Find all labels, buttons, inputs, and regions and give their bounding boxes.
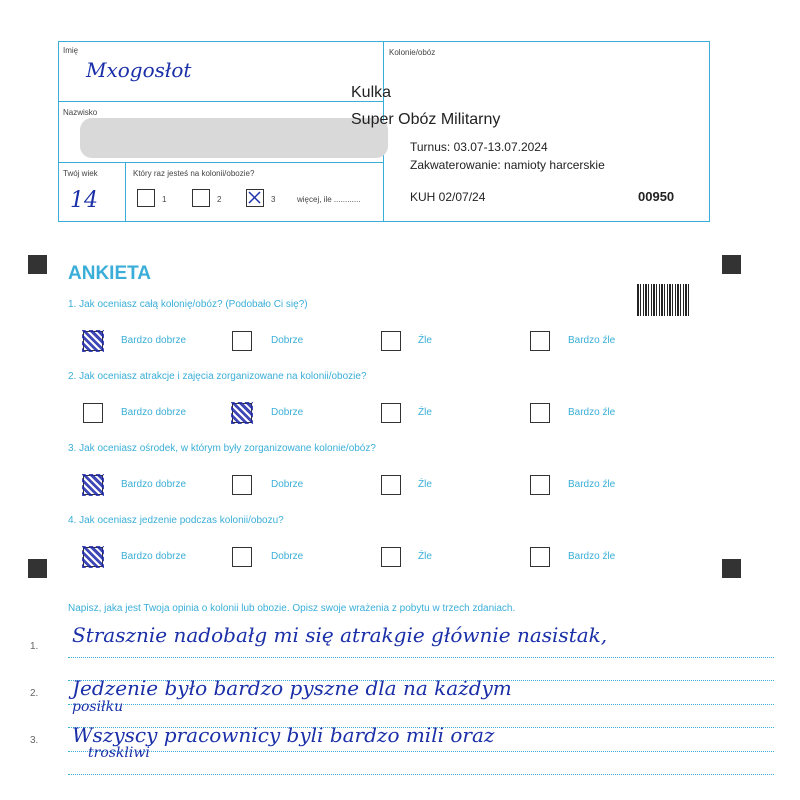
form-code: KUH 02/07/24 <box>410 190 486 204</box>
question-text: 3. Jak oceniasz ośrodek, w którym były zorganizowane kolonie/obóz? <box>68 443 376 454</box>
answer-checkbox[interactable] <box>530 475 550 495</box>
answer-text[interactable]: posiłku <box>72 699 124 715</box>
line-number: 1. <box>30 641 39 652</box>
answer-checkbox[interactable] <box>232 547 252 567</box>
surname-label: Nazwisko <box>63 108 98 117</box>
answer-option-label: Bardzo źle <box>568 407 616 418</box>
answer-option-label: Dobrze <box>271 551 304 562</box>
answer-option-label: Źle <box>418 407 432 418</box>
visit-label: Który raz jesteś na kolonii/obozie? <box>133 169 255 178</box>
line-number: 2. <box>30 688 39 699</box>
answer-option-label: Dobrze <box>271 479 304 490</box>
answer-line <box>68 704 774 705</box>
camp-type: Super Obóz Militarny <box>351 111 501 128</box>
answer-option-label: Bardzo dobrze <box>121 551 187 562</box>
answer-text[interactable]: Wszyscy pracownicy byli bardzo mili oraz <box>72 723 495 747</box>
visit-option-2-label: 2 <box>217 195 222 204</box>
cross-mark-icon <box>247 190 262 205</box>
answer-checkbox[interactable] <box>530 547 550 567</box>
question-text: 2. Jak oceniasz atrakcje i zajęcia zorganizowane na kolonii/obozie? <box>68 371 367 382</box>
visit-option-more-label: więcej, ile ............ <box>297 195 361 204</box>
registration-marker <box>28 255 47 274</box>
answer-checkbox[interactable] <box>232 331 252 351</box>
answer-option-label: Bardzo źle <box>568 479 616 490</box>
answer-checkbox[interactable] <box>232 475 252 495</box>
visit-option-1-label: 1 <box>162 195 167 204</box>
divider <box>59 162 383 163</box>
divider <box>59 101 383 102</box>
answer-option-label: Dobrze <box>271 407 304 418</box>
answer-checkbox[interactable] <box>83 475 103 495</box>
answer-checkbox[interactable] <box>530 403 550 423</box>
question-text: 1. Jak oceniasz całą kolonię/obóz? (Podobało Ci się?) <box>68 299 308 310</box>
name-value[interactable]: Mxogosłot <box>86 58 192 82</box>
answer-checkbox[interactable] <box>83 547 103 567</box>
answer-line <box>68 774 774 775</box>
visit-option-3-checkbox[interactable] <box>246 189 264 207</box>
visit-option-1-checkbox[interactable] <box>137 189 155 207</box>
visit-option-3-label: 3 <box>271 195 276 204</box>
form-number: 00950 <box>638 189 675 204</box>
survey-title: ANKIETA <box>68 263 152 284</box>
registration-marker <box>722 559 741 578</box>
redacted-surname <box>80 118 388 158</box>
answer-line <box>68 657 774 658</box>
line-number: 3. <box>30 735 39 746</box>
question-text: 4. Jak oceniasz jedzenie podczas kolonii/obozu? <box>68 515 284 526</box>
accommodation: Zakwaterowanie: namioty harcerskie <box>410 158 605 172</box>
answer-option-label: Dobrze <box>271 335 304 346</box>
answer-checkbox[interactable] <box>83 403 103 423</box>
visit-option-2-checkbox[interactable] <box>192 189 210 207</box>
camp-label: Kolonie/obóz <box>389 48 436 57</box>
answer-option-label: Źle <box>418 551 432 562</box>
name-label: Imię <box>63 46 79 55</box>
answer-checkbox[interactable] <box>381 475 401 495</box>
barcode <box>637 284 690 316</box>
opinion-prompt: Napisz, jaka jest Twoja opinia o kolonii lub obozie. Opisz swoje wrażenia z pobytu w trzech zdaniach. <box>68 603 516 614</box>
answer-checkbox[interactable] <box>232 403 252 423</box>
camp-name: Kulka <box>351 84 392 101</box>
answer-text[interactable]: Strasznie nadobałg mi się atrakgie głównie nasistak, <box>72 623 608 647</box>
answer-option-label: Bardzo źle <box>568 335 616 346</box>
answer-option-label: Źle <box>418 479 432 490</box>
turnus: Turnus: 03.07-13.07.2024 <box>410 140 548 154</box>
answer-checkbox[interactable] <box>83 331 103 351</box>
answer-text[interactable]: troskliwi <box>88 745 150 761</box>
answer-checkbox[interactable] <box>530 331 550 351</box>
registration-marker <box>722 255 741 274</box>
answer-option-label: Bardzo dobrze <box>121 407 187 418</box>
registration-marker <box>28 559 47 578</box>
answer-option-label: Źle <box>418 335 432 346</box>
age-value[interactable]: 14 <box>70 188 98 213</box>
answer-checkbox[interactable] <box>381 403 401 423</box>
answer-line <box>68 751 774 752</box>
answer-checkbox[interactable] <box>381 547 401 567</box>
divider <box>125 162 126 221</box>
answer-option-label: Bardzo dobrze <box>121 479 187 490</box>
answer-checkbox[interactable] <box>381 331 401 351</box>
answer-option-label: Bardzo dobrze <box>121 335 187 346</box>
answer-text[interactable]: Jedzenie było bardzo pyszne dla na każdym <box>72 676 512 700</box>
answer-option-label: Bardzo źle <box>568 551 616 562</box>
age-label: Twój wiek <box>63 169 98 178</box>
